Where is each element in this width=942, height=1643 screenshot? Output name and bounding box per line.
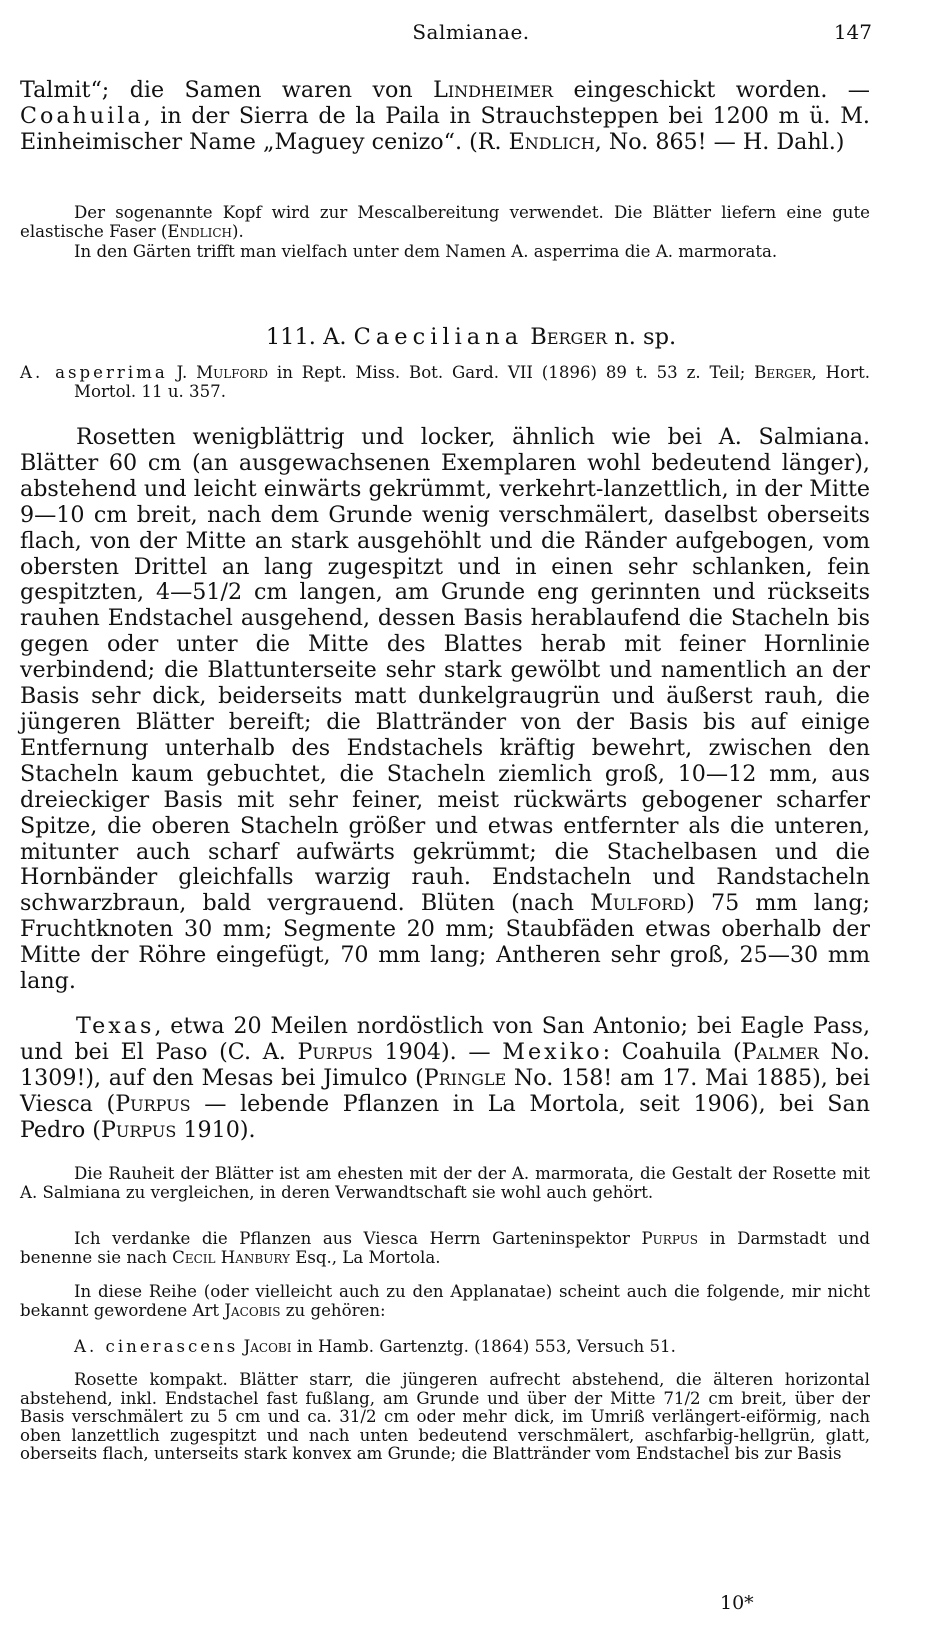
note-paragraph-4: Ich verdanke die Pflanzen aus Viesca Herrn Garteninspektor Purpus in Darmstadt und benenne sie nach Cecil Hanbury Esq., La Mortola. [20, 1229, 870, 1267]
synonym-citation: A. asperrima J. Mulford in Rept. Miss. Bot. Gard. VII (1896) 89 t. 53 z. Teil; Berger, Hort. Mortol. 11 u. 357. [20, 363, 871, 401]
running-header: Salmianae. [412, 20, 530, 44]
species-heading: 111. A. Caeciliana Berger n. sp. [265, 324, 677, 350]
note-paragraph-2: In den Gärten trifft man vielfach unter dem Namen A. asperrima die A. marmorata. [74, 242, 778, 261]
page-number: 147 [833, 20, 872, 44]
note-paragraph-7: Rosette kompakt. Blätter starr, die jüngeren aufrecht abstehend, die älteren horizontal abstehend, inkl. Endstachel fast fußlang, am Grunde und über der Mitte 71/2 cm breit, über der Basis verschmälert zu 5 cm und ca. 31/2 cm oder mehr dick, im Umriß verlängert-eiförmig, nach oben lanzettlich zugespitzt und nach unten bedeutend verschmälert, aschfarbig-hellgrün, glatt, oberseits flach, unterseits stark konvex am Grunde; die Blattränder vom Endstachel bis zur Basis [20, 1370, 871, 1464]
signature-mark: 10* [720, 1592, 754, 1614]
note-paragraph-3: Die Rauheit der Blätter ist am ehesten mit der der A. marmorata, die Gestalt der Rosette mit A. Salmiana zu vergleichen, in deren Verwandtschaft sie wohl auch gehört. [20, 1164, 870, 1202]
note-paragraph-1: Der sogenannte Kopf wird zur Mescalbereitung verwendet. Die Blätter liefern eine gute elastische Faser (Endlich). [20, 203, 870, 241]
note-paragraph-5: In diese Reihe (oder vielleicht auch zu den Applanatae) scheint auch die folgende, mir nicht bekannt gewordene Art Jacobis zu gehören: [20, 1282, 870, 1320]
paragraph-top: Talmit“; die Samen waren von Lindheimer eingeschickt worden. — Coahuila, in der Sierra de la Paila in Strauchsteppen bei 1200 m ü. M. Einheimischer Name „Maguey cenizo“. (R. Endlich, No. 865! — H. Dahl.) [20, 77, 870, 155]
description-paragraph: Rosetten wenigblättrig und locker, ähnlich wie bei A. Salmiana. Blätter 60 cm (an ausgewachsenen Exemplaren wohl bedeutend länger), abstehend und leicht einwärts gekrümmt, verkehrt-lanzettlich, in der Mitte 9—10 cm breit, nach dem Grunde wenig verschmälert, daselbst oberseits flach, von der Mitte an stark ausgehöhlt und die Ränder aufgebogen, vom obersten Drittel an lang zugespitzt und in einen sehr schlanken, fein gespitzten, 4—51/2 cm langen, am Grunde eng gerinnten und rückseits rauhen Endstachel ausgehend, dessen Basis herablaufend die Stacheln bis gegen oder unter die Mitte des Blattes herab mit feiner Hornlinie verbindend; die Blattunterseite sehr stark gewölbt und namentlich an der Basis sehr dick, beiderseits matt dunkelgraugrün und äußerst rauh, die jüngeren Blätter bereift; die Blattränder von der Basis bis auf einige Entfernung unterhalb des Endstachels kräftig bewehrt, zwischen den Stacheln kaum gebuchtet, die Stacheln ziemlich groß, 10—12 mm, aus dreieckiger Basis mit sehr feiner, meist rückwärts gebogener scharfer Spitze, die oberen Stacheln größer und etwas entfernter als die unteren, mitunter auch scharf aufwärts gekrümmt; die Stachelbasen und die Hornbänder gleichfalls warzig rauh. Endstacheln und Randstacheln schwarzbraun, bald vergrauend. Blüten (nach Mulford) 75 mm lang; Fruchtknoten 30 mm; Segmente 20 mm; Staubfäden etwas oberhalb der Mitte der Röhre eingefügt, 70 mm lang; Antheren sehr groß, 25—30 mm lang. [20, 424, 870, 995]
note-paragraph-6: A. cinerascens Jacobi in Hamb. Gartenztg. (1864) 553, Versuch 51. [74, 1337, 676, 1356]
localities-paragraph: Texas, etwa 20 Meilen nordöstlich von San Antonio; bei Eagle Pass, und bei El Paso (C. A. Purpus 1904). — Mexiko: Coahuila (Palmer No. 1309!), auf den Mesas bei Jimulco (Pringle No. 158! am 17. Mai 1885), bei Viesca (Purpus — lebende Pflanzen in La Mortola, seit 1906), bei San Pedro (Purpus 1910). [20, 1013, 871, 1143]
